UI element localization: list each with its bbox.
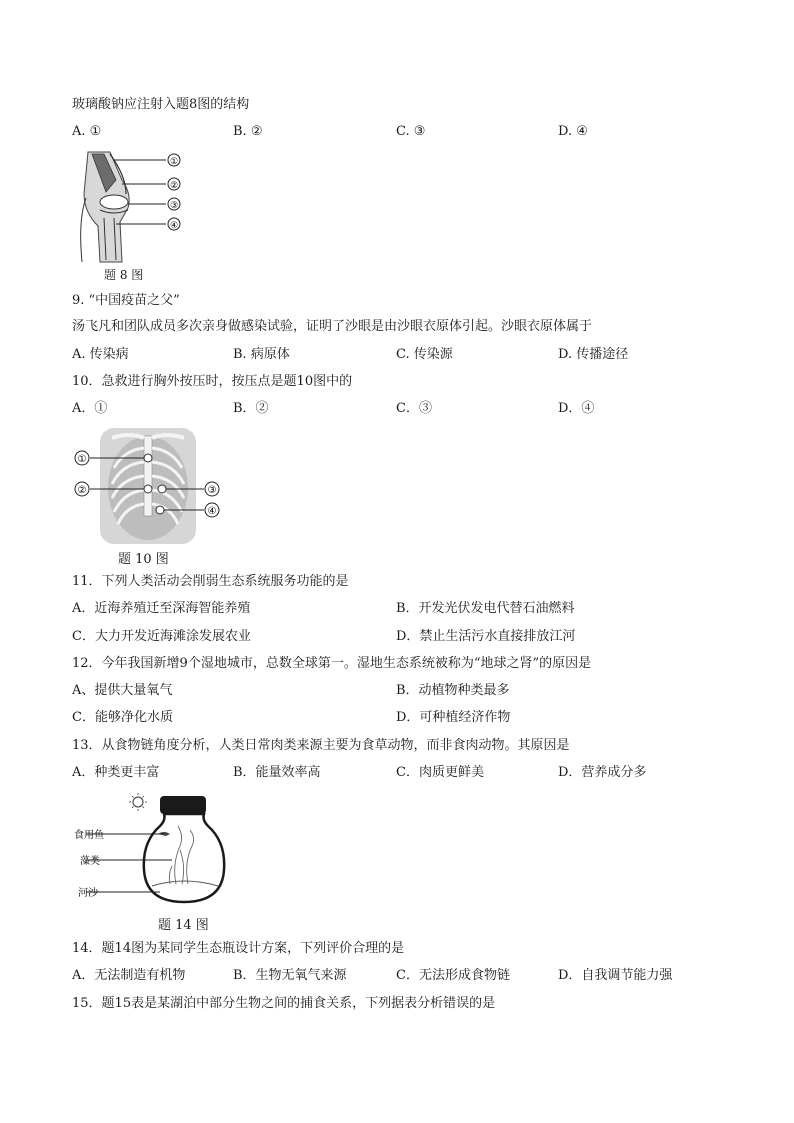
q10-option-c: C．③ bbox=[396, 401, 432, 416]
q13-option-b: B．能量效率高 bbox=[233, 765, 321, 780]
svg-text:③: ③ bbox=[207, 485, 217, 496]
q10-marker-1 bbox=[75, 451, 89, 465]
sun-icon bbox=[129, 793, 147, 811]
q8-option-c: C. ③ bbox=[396, 124, 426, 139]
algae-label: 藻类 bbox=[80, 856, 100, 867]
q9-option-c: C. 传染源 bbox=[396, 347, 453, 362]
svg-text:②: ② bbox=[77, 485, 87, 496]
q9-stem-line2: 汤飞凡和团队成员多次亲身做感染试验，证明了沙眼是由沙眼衣原体引起。沙眼衣原体属于 bbox=[72, 319, 593, 334]
q14-option-c: C．无法形成食物链 bbox=[396, 968, 510, 983]
q12-option-b: B．动植物种类最多 bbox=[396, 683, 510, 698]
q10-option-a: A．① bbox=[72, 401, 108, 416]
q8-marker-3 bbox=[168, 198, 180, 211]
q10-stem: 10．急救进行胸外按压时，按压点是题10图中的 bbox=[72, 374, 353, 389]
q10-marker-2 bbox=[75, 482, 89, 496]
q14-option-a: A．无法制造有机物 bbox=[72, 968, 186, 983]
svg-text:④: ④ bbox=[207, 506, 217, 517]
svg-text:④: ④ bbox=[169, 221, 179, 231]
q9-option-d: D. 传播途径 bbox=[558, 347, 629, 362]
figure-14-caption: 题 14 图 bbox=[158, 918, 209, 933]
q8-option-a: A. ① bbox=[72, 124, 102, 139]
q9-option-b: B. 病原体 bbox=[233, 347, 290, 362]
svg-text:③: ③ bbox=[169, 201, 179, 211]
q10-marker-4 bbox=[205, 503, 219, 517]
intro-text: 玻璃酸钠应注射入题8图的结构 bbox=[72, 97, 250, 112]
q8-option-d: D. ④ bbox=[558, 124, 588, 139]
knee-joint-figure bbox=[70, 150, 200, 265]
q11-option-b: B．开发光伏发电代替石油燃料 bbox=[396, 601, 575, 616]
q12-option-a: A、提供大量氧气 bbox=[72, 683, 173, 698]
svg-text:①: ① bbox=[77, 454, 87, 465]
sand-label: 河沙 bbox=[78, 888, 98, 899]
q14-option-d: D．自我调节能力强 bbox=[558, 968, 673, 983]
q10-option-d: D．④ bbox=[558, 401, 595, 416]
q8-option-b: B. ② bbox=[233, 124, 263, 139]
figure-8-caption: 题 8 图 bbox=[104, 268, 144, 282]
fish-label: 食用鱼 bbox=[74, 830, 104, 841]
q10-option-b: B．② bbox=[233, 401, 269, 416]
q8-marker-2 bbox=[168, 178, 180, 191]
q14-option-b: B．生物无氧气来源 bbox=[233, 968, 347, 983]
eco-bottle-figure bbox=[72, 790, 232, 910]
q11-option-d: D．禁止生活污水直接排放江河 bbox=[396, 629, 576, 644]
chest-skeleton-figure bbox=[72, 428, 222, 546]
q11-option-a: A．近海养殖迁至深海智能养殖 bbox=[72, 601, 251, 616]
q15-stem: 15．题15表是某湖泊中部分生物之间的捕食关系，下列据表分析错误的是 bbox=[72, 996, 496, 1011]
q11-option-c: C．大力开发近海滩涂发展农业 bbox=[72, 629, 251, 644]
q9-option-a: A. 传染病 bbox=[72, 347, 129, 362]
q10-marker-3 bbox=[205, 482, 219, 496]
q8-marker-4 bbox=[168, 218, 180, 231]
q8-marker-1 bbox=[168, 154, 180, 167]
q13-option-d: D．营养成分多 bbox=[558, 765, 647, 780]
q9-stem-line1: 9. “中国疫苗之父” bbox=[72, 293, 180, 308]
svg-text:①: ① bbox=[169, 157, 179, 167]
q14-stem: 14．题14图为某同学生态瓶设计方案，下列评价合理的是 bbox=[72, 941, 405, 956]
q13-option-a: A．种类更丰富 bbox=[72, 765, 160, 780]
q13-option-c: C．肉质更鲜美 bbox=[396, 765, 484, 780]
q13-stem: 13．从食物链角度分析，人类日常肉类来源主要为食草动物，而非食肉动物。其原因是 bbox=[72, 738, 570, 753]
figure-10-caption: 题 10 图 bbox=[118, 552, 169, 567]
svg-text:②: ② bbox=[169, 181, 179, 191]
q11-stem: 11．下列人类活动会削弱生态系统服务功能的是 bbox=[72, 574, 349, 589]
q12-option-c: C．能够净化水质 bbox=[72, 710, 173, 725]
q12-stem: 12．今年我国新增9个湿地城市，总数全球第一。湿地生态系统被称为“地球之肾”的原因是 bbox=[72, 656, 592, 671]
q12-option-d: D．可种植经济作物 bbox=[396, 710, 511, 725]
